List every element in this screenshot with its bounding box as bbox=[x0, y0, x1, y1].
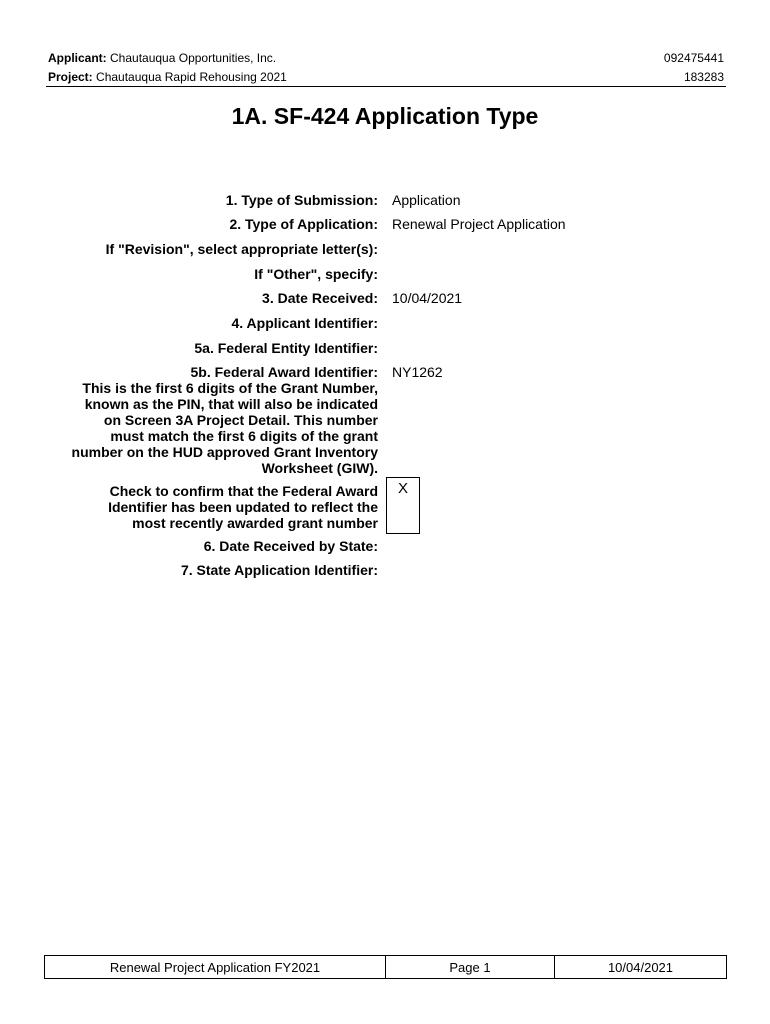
field-label: If "Other", specify: bbox=[254, 266, 378, 282]
label-line: on Screen 3A Project Detail. This number bbox=[103, 412, 378, 428]
field-label: 3. Date Received: bbox=[262, 290, 378, 306]
applicant-value: Chautauqua Opportunities, Inc. bbox=[110, 51, 277, 65]
field-label bbox=[40, 364, 378, 476]
field-federal-award-identifier bbox=[40, 364, 720, 476]
field-label: 1. Type of Submission: bbox=[225, 192, 378, 208]
footer-page-number: Page 1 bbox=[386, 956, 555, 978]
applicant-info bbox=[48, 49, 276, 68]
page-header bbox=[48, 49, 724, 87]
field-value: Application bbox=[392, 192, 461, 208]
header-project-row bbox=[48, 68, 724, 87]
field-value: 10/04/2021 bbox=[392, 290, 463, 306]
field-label: 4. Applicant Identifier: bbox=[231, 315, 378, 331]
label-line: 5b. Federal Award Identifier: bbox=[190, 364, 378, 380]
project-label: Project: bbox=[48, 70, 93, 84]
label-line: most recently awarded grant number bbox=[132, 515, 378, 531]
label-line: Worksheet (GIW). bbox=[261, 460, 378, 476]
label-line: must match the first 6 digits of the grant bbox=[110, 428, 378, 444]
label-line: known as the PIN, that will also be indicated bbox=[84, 396, 378, 412]
page-footer bbox=[44, 955, 727, 979]
field-label: 7. State Application Identifier: bbox=[180, 562, 378, 578]
field-label: 6. Date Received by State: bbox=[203, 538, 378, 554]
label-line: Check to confirm that the Federal Award bbox=[109, 483, 378, 499]
project-id: 183283 bbox=[683, 70, 724, 84]
footer-date: 10/04/2021 bbox=[607, 959, 674, 975]
confirm-award-checkbox[interactable]: X bbox=[386, 477, 420, 534]
field-label: If "Revision", select appropriate letter(s): bbox=[105, 241, 378, 257]
field-confirm-award bbox=[40, 483, 720, 533]
applicant-label: Applicant: bbox=[48, 51, 107, 65]
project-value: Chautauqua Rapid Rehousing 2021 bbox=[96, 70, 287, 84]
field-label: 5a. Federal Entity Identifier: bbox=[194, 340, 378, 356]
page-title: 1A. SF-424 Application Type bbox=[231, 103, 539, 129]
header-applicant-row bbox=[48, 49, 724, 68]
footer-document-name: Renewal Project Application FY2021 bbox=[45, 956, 386, 978]
applicant-id: 092475441 bbox=[663, 51, 724, 65]
label-line: This is the first 6 digits of the Grant Number, bbox=[82, 380, 378, 396]
field-label bbox=[40, 483, 378, 531]
label-line: Identifier has been updated to reflect the bbox=[108, 499, 378, 515]
field-value: Renewal Project Application bbox=[392, 216, 566, 232]
field-label: 2. Type of Application: bbox=[229, 216, 378, 232]
field-value: NY1262 bbox=[392, 364, 443, 380]
project-info bbox=[48, 68, 287, 87]
label-line: number on the HUD approved Grant Inventory bbox=[71, 444, 378, 460]
header-divider bbox=[46, 86, 726, 87]
